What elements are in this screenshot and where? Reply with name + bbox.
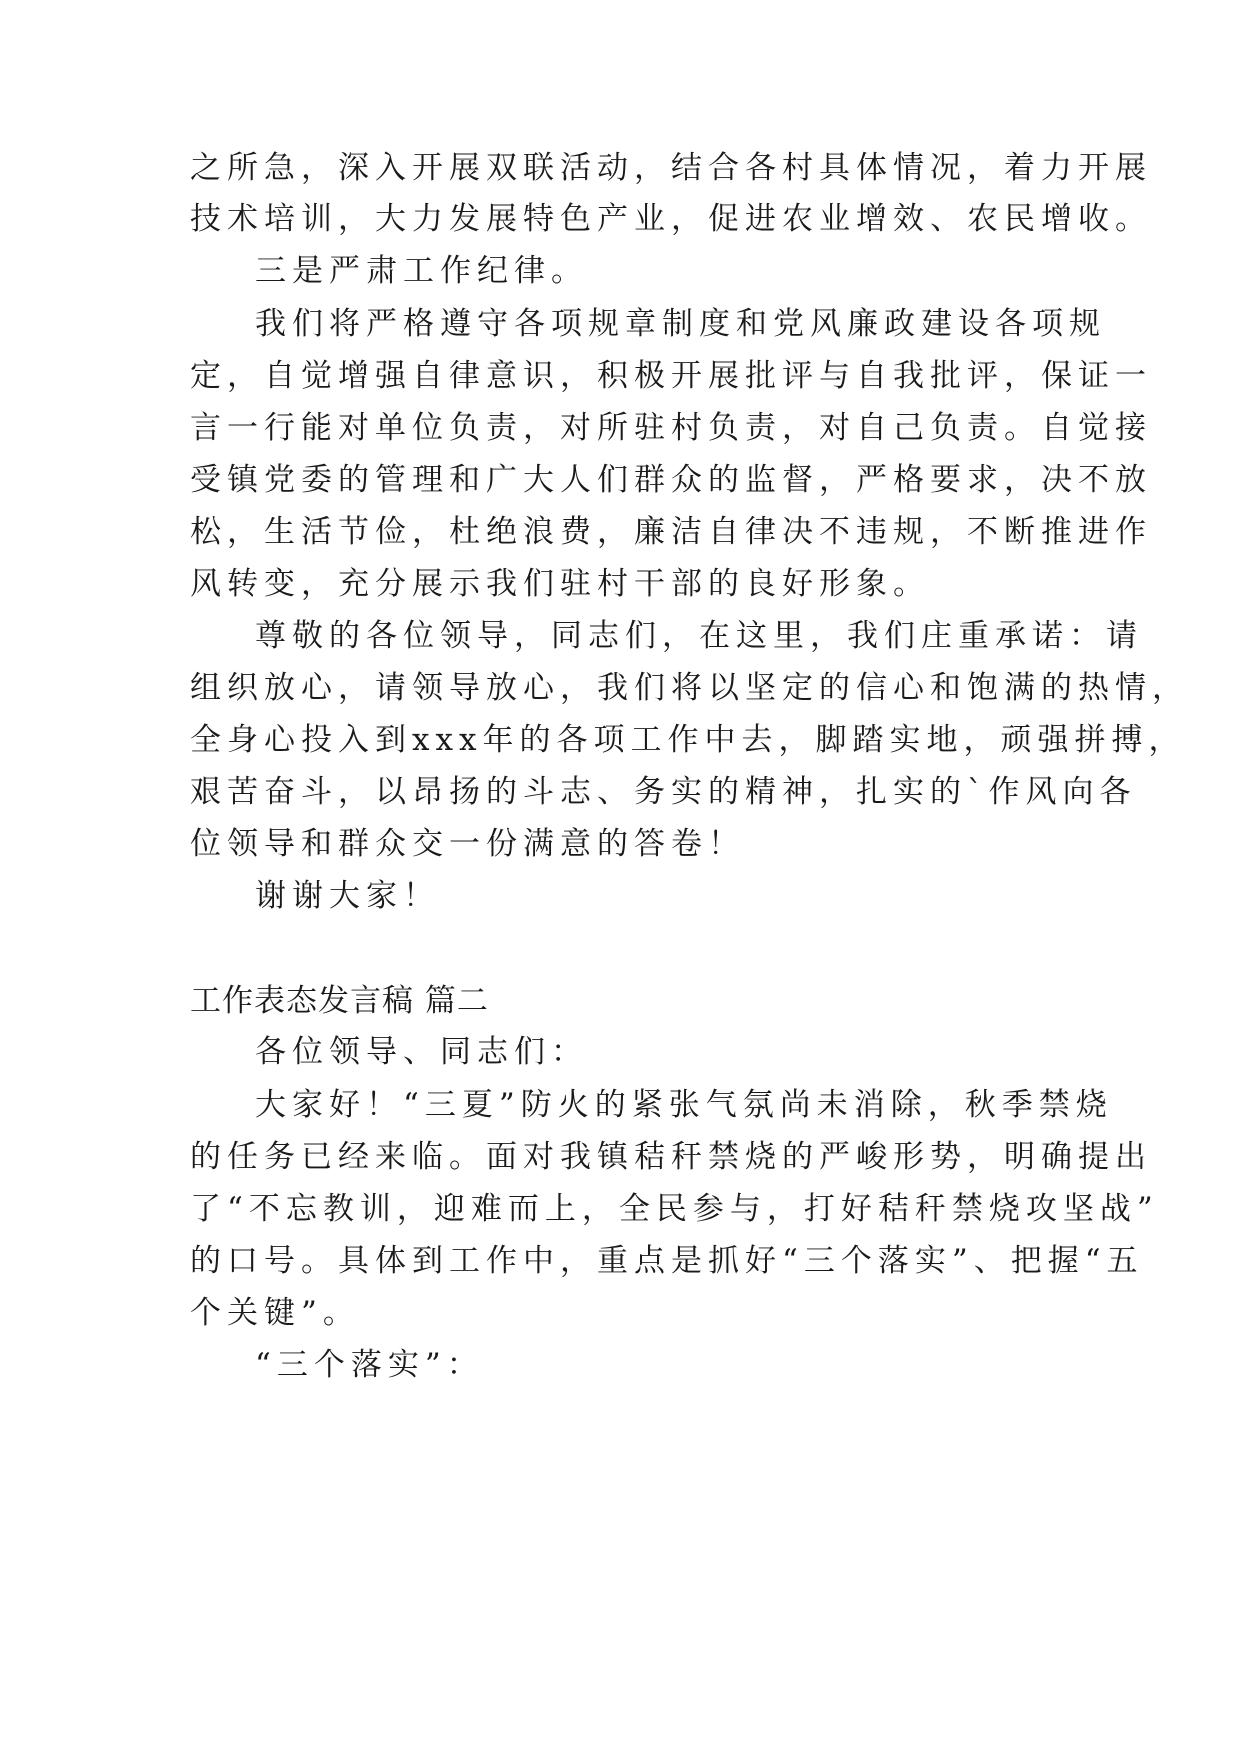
closing-thanks: 谢谢大家！ bbox=[255, 878, 440, 914]
paragraph-line: 的口号。具体到工作中，重点是抓好“三个落实”、把握“五 bbox=[190, 1243, 1144, 1279]
paragraph-line: 大家好！“三夏”防火的紧张气氛尚未消除，秋季禁烧 bbox=[255, 1087, 1113, 1123]
paragraph-line: 风转变，充分展示我们驻村干部的良好形象。 bbox=[190, 566, 930, 602]
paragraph-line: 尊敬的各位领导，同志们，在这里，我们庄重承诺：请 bbox=[255, 618, 1143, 654]
paragraph-line: 全身心投入到xxx年的各项工作中去，脚踏实地，顽强拼搏， bbox=[190, 722, 1186, 758]
paragraph-line: 艰苦奋斗，以昂扬的斗志、务实的精神，扎实的`作风向各 bbox=[190, 774, 1137, 810]
paragraph-line: 的任务已经来临。面对我镇秸秆禁烧的严峻形势，明确提出 bbox=[190, 1139, 1152, 1175]
paragraph-line: 技术培训，大力发展特色产业，促进农业增效、农民增收。 bbox=[190, 201, 1152, 237]
paragraph-line: 我们将严格遵守各项规章制度和党风廉政建设各项规 bbox=[255, 306, 1106, 342]
salutation: 各位领导、同志们： bbox=[255, 1034, 588, 1070]
paragraph-line: 松，生活节俭，杜绝浪费，廉洁自律决不违规，不断推进作 bbox=[190, 514, 1152, 550]
paragraph-line: 之所急，深入开展双联活动，结合各村具体情况，着力开展 bbox=[190, 150, 1152, 186]
paragraph-line: 了“不忘教训，迎难而上，全民参与，打好秸秆禁烧攻坚战” bbox=[190, 1191, 1159, 1227]
paragraph-line: 定，自觉增强自律意识，积极开展批评与自我批评，保证一 bbox=[190, 358, 1152, 394]
paragraph-line: 组织放心，请领导放心，我们将以坚定的信心和饱满的热情， bbox=[190, 670, 1189, 706]
section-title: 工作表态发言稿 篇二 bbox=[190, 983, 489, 1019]
paragraph-line: 个关键”。 bbox=[190, 1295, 360, 1331]
point-heading: 三是严肃工作纪律。 bbox=[255, 253, 588, 289]
paragraph-line: 言一行能对单位负责，对所驻村负责，对自己负责。自觉接 bbox=[190, 410, 1152, 446]
subheading: “三个落实”： bbox=[255, 1347, 484, 1383]
paragraph-line: 位领导和群众交一份满意的答卷！ bbox=[190, 826, 745, 862]
paragraph-line: 受镇党委的管理和广大人们群众的监督，严格要求，决不放 bbox=[190, 462, 1152, 498]
